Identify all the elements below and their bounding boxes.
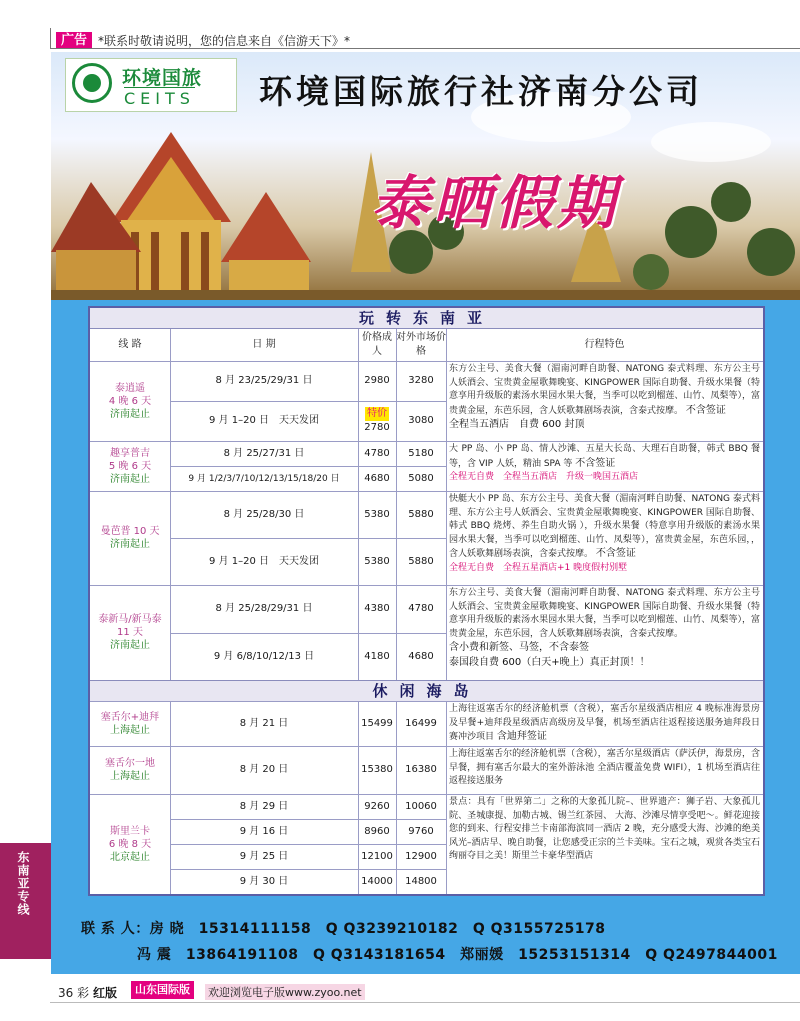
price-cell: 5380 [364,508,390,520]
route-duration: 6 晚 8 天 [108,838,152,850]
grid-line [170,401,446,402]
features-cell [446,361,763,441]
market-price-cell: 4780 [408,603,434,614]
section-header-southeast-asia: 玩转东南亚 [90,308,763,329]
features-cell [446,701,763,746]
route-departure: 济南起止 [110,473,150,485]
features-cell [446,491,763,585]
itinerary-table [88,306,765,896]
features-highlight: 全程无自费 全程当五酒店 升级一晚国五酒店 [449,472,639,482]
ceits-logo [65,58,237,112]
features-cell [446,585,763,680]
features-text: 大 PP 岛、小 PP 岛、情人沙滩、五星大长岛、大理石自助餐，韩式 BBQ 餐等，含 VIP 人妖，精油 SPA 等 [449,444,760,469]
price-cell: 15499 [361,717,393,729]
route-cell [90,441,170,491]
grid-line [170,819,446,820]
market-price-cell: 5180 [408,447,434,459]
date-cell: 9 月 1–20 日 天天发团 [209,415,319,426]
footer-rule [50,1002,800,1003]
route-departure: 北京起止 [110,851,150,863]
logo-en-text: CEITS [124,89,195,108]
visa-note: 不含签证 [685,404,726,416]
website-link[interactable]: 欢迎浏览电子版www.zyoo.net [205,984,365,1000]
route-name: 趣享普吉 [110,447,150,459]
grid-line [446,329,447,680]
route-departure: 上海起止 [110,771,150,782]
grid-line [358,701,359,894]
features-text: 东方公主号、美食大餐（湄南河畔自助餐、NATONG 泰式料理、东方公主号人妖酒会、宝贵黄金屋歌舞晚宴、KINGPOWER 国际自助餐、升级水果餐（特意享用升级版的素汤水果园水果大餐，当季可以吃到榴莲、山竹、凤梨等），富贵黄金屋，东芭乐园，含人妖歌舞剧场表演，含泰式按摩。 [449,364,760,416]
features-text: 东方公主号、美食大餐（湄南河畔自助餐、NATONG 泰式料理、东方公主号人妖酒会、宝贵黄金屋歌舞晚宴、KINGPOWER 国际自助餐、升级水果餐（特意享用升级版的素汤水果园水果大餐，当季可以吃到榴莲、山竹、凤梨等），富贵黄金屋，东芭乐园，含人妖歌舞剧场表演，含泰式按摩。 [449,588,760,639]
features-highlight: 全程无自费 全程五星酒店+1 晚度假村别墅 [449,562,628,573]
grid-line [170,538,446,539]
grid-line [90,491,763,492]
date-cell: 8 月 21 日 [239,717,289,729]
route-cell [90,701,170,746]
price-cell [358,401,396,441]
grid-line [446,701,447,894]
price-cell: 15380 [361,764,393,775]
company-name: 环境国际旅行社济南分公司 [259,72,703,111]
route-duration: 4 晚 6 天 [108,395,152,407]
route-name: 曼芭普 10 天 [100,526,160,537]
route-name: 泰新马/新马泰 [98,614,162,625]
contact-band [51,904,800,974]
ad-tag: 广告 [56,32,92,49]
visa-note: 不含签证 [595,548,636,559]
route-cell [90,361,170,441]
market-price-cell: 12900 [405,850,437,862]
hero-title: 泰晒假期 [371,169,620,237]
date-cell: 9 月 1/2/3/7/10/12/13/15/18/20 日 [188,473,340,484]
header-route: 线 路 [118,339,142,350]
header-date: 日 期 [252,339,276,350]
date-cell: 8 月 25/28/29/31 日 [215,603,313,614]
header-features: 行程特色 [584,339,625,350]
market-price-cell: 5080 [408,472,434,484]
date-cell: 9 月 6/8/10/12/13 日 [213,650,315,662]
date-cell: 9 月 16 日 [239,825,289,837]
features-text: 上海往返塞舌尔的经济舱机票（含税），塞舌尔星级酒店（萨沃伊，海景房，含早餐，拥有塞舌尔最大的室外游泳池 全酒店覆盖免费 WIFI），1 机场至酒店往返程接送服务 [449,749,760,786]
market-price-cell: 5880 [408,508,434,520]
route-name: 斯里兰卡 [110,825,150,837]
market-price-cell: 9760 [408,825,434,837]
contact-line-2: 冯 震 13864191108 Q Q3143181654 郑丽媛 15253151314 Q Q2497844001 [137,947,778,963]
route-departure: 济南起止 [110,408,150,420]
features-highlight: 全程当五酒店 自费 600 封顶 [449,419,585,430]
route-cell [90,491,170,585]
grid-line [90,361,763,362]
grid-line [90,794,763,795]
price-cell: 4380 [364,603,390,614]
grid-line [170,466,446,467]
header-price-market: 对外市场价格 [396,332,446,357]
date-cell: 8 月 25/27/31 日 [223,447,305,459]
grid-line [358,329,359,680]
market-price-cell: 4680 [408,650,434,662]
hero-banner [51,52,800,302]
corner-mark [50,28,51,49]
section-side-tab [0,843,51,959]
price-cell: 12100 [361,850,393,862]
features-note: 含小费和新签、马签，不含泰签 [449,642,589,653]
route-cell [90,746,170,794]
price-cell: 2980 [364,375,390,386]
market-price-cell: 16380 [405,764,437,775]
section-header-island: 休闲海岛 [90,680,763,702]
price-cell: 8960 [364,825,390,837]
contact-label: 联 系 人： [81,921,150,937]
market-price-cell: 10060 [405,800,437,812]
date-cell: 8 月 20 日 [239,764,289,775]
features-note: 泰国段自费 600（白天+晚上）真正封顶！！ [449,656,650,668]
route-cell [90,794,170,894]
grid-line [90,746,763,747]
grid-line [170,329,171,680]
grid-line [396,329,397,680]
price-cell: 14000 [361,875,393,887]
route-departure: 济南起止 [110,539,150,550]
features-text: 景点：具有「世界第二」之称的大象孤儿院–、世界遗产：狮子岩、大象孤儿院、圣城康提、加勒古城、锡兰红茶园、 大海、沙滩尽情享受吧～。鲜花迎接您的到来、行程安排兰卡南部海滨同一酒店 2 晚，充分感受大海、沙滩的绝美风光–酒店早、晚自助餐，让您感受正宗的兰卡美味。宝石之城，观赏各类宝石绚丽夺目之美！斯里兰卡豪华型酒店 [449,797,760,861]
grid-line [170,633,446,634]
grid-line [396,701,397,894]
market-price-cell: 14800 [405,875,437,887]
grid-line [170,844,446,845]
features-cell [446,794,763,894]
divider [50,48,800,49]
price-cell: 9260 [364,800,390,812]
header-price-member: 价格成人 [362,332,392,357]
route-name: 塞舌尔+迪拜 [100,711,160,723]
market-price-cell: 5880 [408,555,434,567]
price-value: 2780 [364,422,390,433]
visa-note: 含迪拜签证 [496,731,547,742]
features-text: 上海往返塞舌尔的经济舱机票（含税），塞舌尔星级酒店相应 4 晚标准海景房及早餐+迪拜段星级酒店高级房及早餐，机场至酒店往返程接送服务迪拜段日赛冲沙项目 [449,704,760,742]
contact-line-1 [81,918,605,938]
grid-line [170,869,446,870]
date-cell: 9 月 30 日 [239,875,289,887]
price-cell: 4780 [364,447,390,459]
route-departure: 上海起止 [110,724,150,736]
route-duration: 5 晚 6 天 [108,460,152,472]
side-tab-label: 东南亚专线 [16,851,30,916]
date-cell: 9 月 1–20 日 天天发团 [209,555,319,567]
price-cell: 5380 [364,555,390,567]
special-price-badge: 特价 [367,408,387,419]
itinerary-panel [51,300,800,904]
grid-line [90,585,763,586]
contact-info: 房 晓 15314111158 Q Q3239210182 Q Q3155725178 [149,921,606,937]
route-cell [90,585,170,680]
date-cell: 8 月 25/28/30 日 [223,508,305,520]
route-name: 塞舌尔一地 [105,758,155,769]
route-duration: 11 天 [117,627,143,638]
date-cell: 9 月 25 日 [239,850,289,862]
top-notice-bar [0,0,800,52]
price-cell: 4180 [364,650,390,662]
logo-cn-text: 环境国旅 [122,67,203,89]
features-text: 快艇大小 PP 岛、东方公主号、美食大餐（湄南河畔自助餐、NATONG 泰式料理、东方公主号人妖酒会、宝贵黄金屋歌舞晚宴、KINGPOWER 国际自助餐、韩式 BBQ 烧烤、养生自助火锅 ），升级水果餐（特意享用升级版的素汤水果园水果大餐，当季可以吃到榴莲、山竹、凤梨等），富贵黄金屋，东芭乐园，，含人妖歌舞剧场表演，含泰式按摩。 [449,494,760,559]
page-num: 36 [58,986,74,1000]
market-price-cell: 16499 [405,717,437,729]
edition-label: 彩 [77,986,90,1000]
grid-line [90,701,763,702]
logo-emblem-icon [72,63,112,103]
edition-label-2: 红版 [92,986,117,1000]
grid-line [170,701,171,894]
features-cell [446,746,763,794]
date-cell: 8 月 29 日 [239,800,289,812]
route-name: 泰逍遥 [115,382,145,394]
page-footer [0,976,800,1021]
date-cell: 8 月 23/25/29/31 日 [215,375,313,386]
grid-line [90,441,763,442]
route-departure: 济南起止 [110,640,150,651]
price-cell: 4680 [364,472,390,484]
market-price-cell: 3080 [408,415,434,426]
market-price-cell: 3280 [408,375,434,386]
page-number [58,984,117,1001]
visa-note: 不含签证 [575,457,616,469]
features-cell [446,441,763,491]
ad-notice: *联系时敬请说明，您的信息来自《信游天下》* [98,34,351,48]
edition-badge: 山东国际版 [131,981,194,999]
